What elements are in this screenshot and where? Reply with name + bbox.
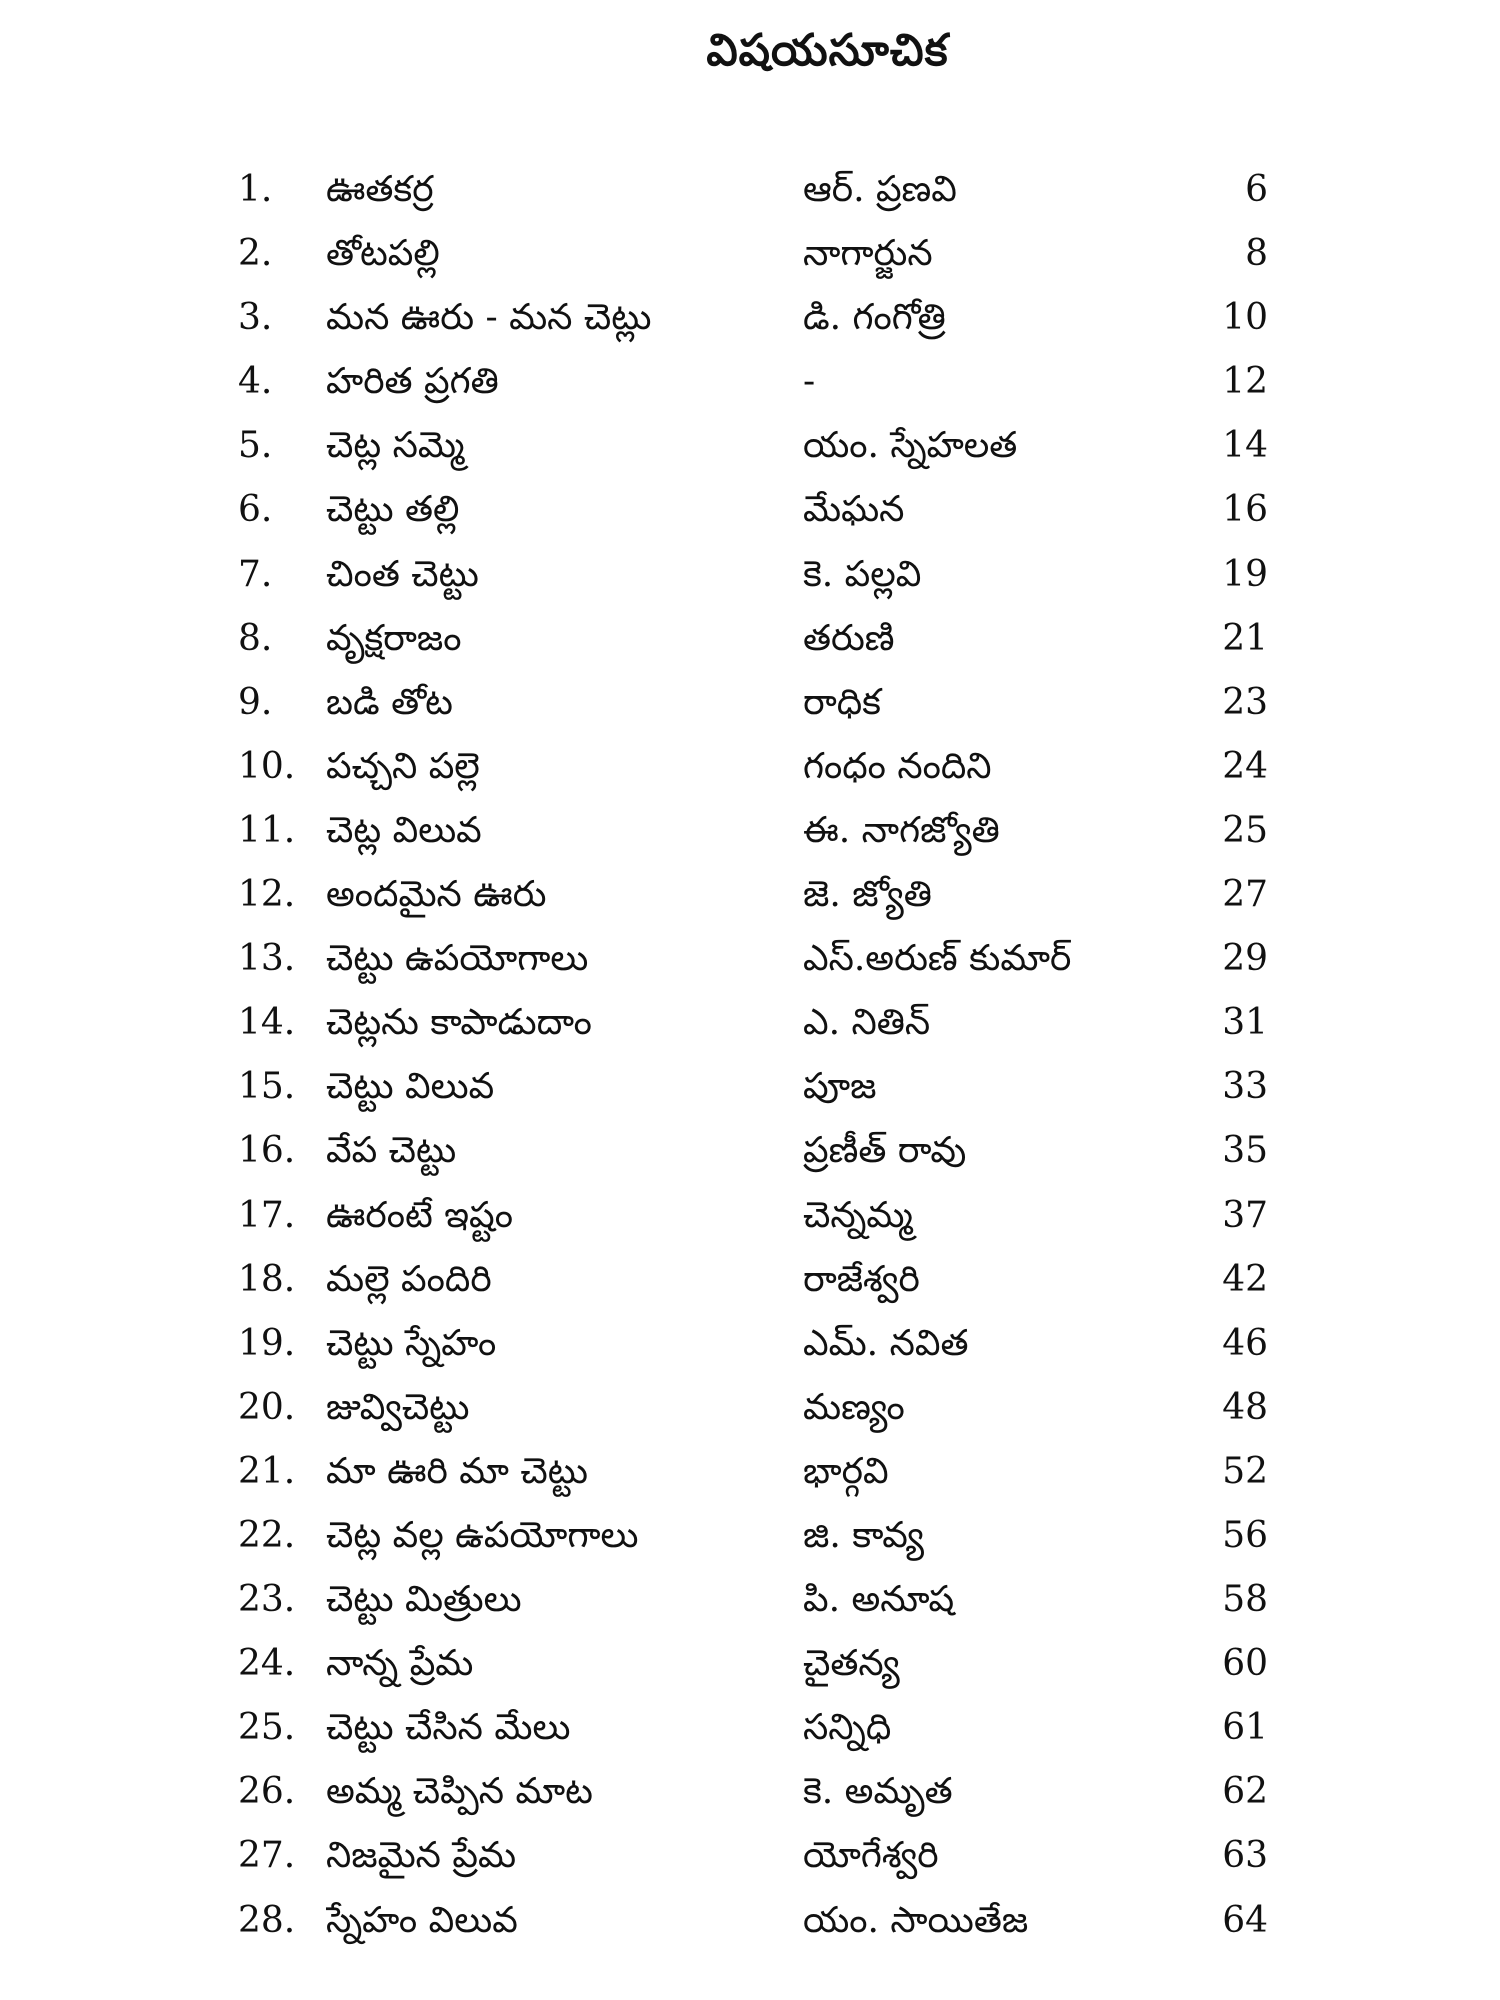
entry-number: 10. [238,745,296,787]
entry-title: బడి తోట [326,681,453,723]
contents-entry [238,414,1298,478]
contents-entry [238,1376,1298,1440]
contents-entry [238,1184,1298,1248]
contents-entry [238,478,1298,542]
entry-number: 4. [238,361,273,403]
contents-entry [238,927,1298,991]
entry-page-number: 29 [1222,938,1268,980]
entry-author: యం. స్నేహలత [803,425,1018,467]
entry-number: 21. [238,1450,296,1492]
contents-entry [238,1568,1298,1632]
entry-number: 28. [238,1899,296,1941]
contents-entry [238,1119,1298,1183]
entry-number: 6. [238,489,273,531]
entry-page-number: 21 [1222,617,1268,659]
contents-entry [238,991,1298,1055]
entry-title: చెట్టు విలువ [326,1066,495,1108]
entry-number: 24. [238,1643,296,1685]
entry-number: 18. [238,1258,296,1300]
entry-number: 17. [238,1194,296,1236]
entry-author: పూజ [803,1066,877,1108]
entry-page-number: 16 [1222,489,1268,531]
entry-title: నాన్న ప్రేమ [326,1643,474,1685]
entry-page-number: 27 [1222,874,1268,916]
entry-title: పచ్చని పల్లె [326,745,480,787]
entry-title: స్నేహం విలువ [326,1899,518,1941]
entry-title: ఊతకర్ర [326,169,434,210]
contents-entry [238,222,1298,286]
entry-page-number: 6 [1245,169,1268,210]
entry-title: మన ఊరు - మన చెట్లు [326,297,652,339]
entry-author: జె. జ్యోతి [803,874,932,916]
entry-number: 26. [238,1771,296,1813]
entry-number: 23. [238,1579,296,1621]
entry-author: మేఘన [803,489,905,531]
contents-entry [238,158,1298,222]
entry-title: వేప చెట్టు [326,1130,457,1172]
entry-number: 27. [238,1835,296,1877]
entry-author: రాజేశ్వరి [803,1258,920,1300]
entry-title: చెట్టు ఉపయోగాలు [326,938,589,980]
contents-entry [238,735,1298,799]
entry-title: తోటపల్లి [326,233,440,275]
contents-entry [238,1504,1298,1568]
entry-page-number: 60 [1222,1643,1268,1685]
entry-page-number: 58 [1222,1579,1268,1621]
entry-page-number: 61 [1222,1707,1268,1749]
entry-number: 19. [238,1322,296,1364]
entry-author: భార్గవి [803,1450,889,1492]
entry-page-number: 8 [1245,233,1268,275]
contents-entry [238,1440,1298,1504]
entry-number: 22. [238,1514,296,1556]
entry-number: 3. [238,297,273,339]
contents-entry [238,1760,1298,1824]
entry-title: మా ఊరి మా చెట్టు [326,1450,588,1492]
entry-author: ఎమ్. నవిత [803,1322,969,1364]
contents-entry [238,863,1298,927]
entry-title: అమ్మ చెప్పిన మాట [326,1771,593,1813]
entry-number: 5. [238,425,273,467]
entry-author: గంధం నందిని [803,745,992,787]
entry-author: మణ్యం [803,1386,905,1428]
contents-entry [238,1824,1298,1888]
entry-page-number: 62 [1222,1771,1268,1813]
entry-title: చెట్ల విలువ [326,809,482,851]
entry-page-number: 52 [1222,1450,1268,1492]
contents-entry [238,350,1298,414]
entry-page-number: 56 [1222,1514,1268,1556]
contents-entry [238,607,1298,671]
entry-page-number: 23 [1222,681,1268,723]
entry-title: అందమైన ఊరు [326,874,547,916]
entry-author: యం. సాయితేజ [803,1899,1029,1941]
entry-author: ఆర్. ప్రణవి [803,169,957,210]
entry-page-number: 64 [1222,1899,1268,1941]
page-title: విషయసూచిక [706,25,949,76]
entry-title: చింత చెట్టు [326,553,479,595]
entry-page-number: 42 [1222,1258,1268,1300]
entry-number: 13. [238,938,296,980]
entry-author: డి. గంగోత్రి [803,297,946,339]
entry-author: జి. కావ్య [803,1514,924,1556]
entry-title: చెట్లను కాపాడుదాం [326,1002,592,1044]
entry-author: నాగార్జున [803,233,933,275]
contents-entry [238,1055,1298,1119]
entry-title: ఊరంటే ఇష్టం [326,1194,513,1236]
entry-author: చైతన్య [803,1643,900,1685]
contents-entry [238,799,1298,863]
entry-author: ఈ. నాగజ్యోతి [803,809,1000,851]
entry-page-number: 48 [1222,1386,1268,1428]
contents-entry [238,1696,1298,1760]
entry-author: ప్రణీత్ రావు [803,1130,967,1172]
entry-author: కె. అమృత [803,1771,953,1813]
entry-page-number: 46 [1222,1322,1268,1364]
entry-page-number: 14 [1222,425,1268,467]
entry-author: యోగేశ్వరి [803,1835,939,1877]
entry-title: చెట్ల సమ్మె [326,425,465,467]
entry-page-number: 19 [1222,553,1268,595]
entry-page-number: 37 [1222,1194,1268,1236]
entry-author: సన్నిధి [803,1707,892,1749]
entry-title: జువ్విచెట్టు [326,1386,470,1428]
entry-author: తరుణి [803,617,895,659]
entry-number: 15. [238,1066,296,1108]
entry-page-number: 35 [1222,1130,1268,1172]
entry-number: 16. [238,1130,296,1172]
entry-author: ఎ. నితిన్ [803,1002,931,1044]
entry-author: రాధిక [803,681,881,723]
contents-entry [238,1312,1298,1376]
entry-number: 7. [238,553,273,595]
entry-title: మల్లె పందిరి [326,1258,492,1300]
contents-entry [238,1889,1298,1953]
entry-number: 25. [238,1707,296,1749]
entry-number: 9. [238,681,273,723]
contents-entry [238,286,1298,350]
contents-entry [238,1632,1298,1696]
entry-title: చెట్టు చేసిన మేలు [326,1707,571,1749]
entry-page-number: 24 [1222,745,1268,787]
entry-title: చెట్టు మిత్రులు [326,1579,522,1621]
entry-title: చెట్టు స్నేహం [326,1322,497,1364]
entry-page-number: 12 [1222,361,1268,403]
entry-title: నిజమైన ప్రేమ [326,1835,517,1877]
entry-number: 12. [238,874,296,916]
entry-page-number: 33 [1222,1066,1268,1108]
entry-title: చెట్ల వల్ల ఉపయోగాలు [326,1514,639,1556]
entry-title: వృక్షరాజం [326,617,462,659]
entry-title: చెట్టు తల్లి [326,489,460,531]
entry-page-number: 31 [1222,1002,1268,1044]
entry-number: 2. [238,233,273,275]
entry-number: 14. [238,1002,296,1044]
entry-author: ఎస్.అరుణ్ కుమార్ [803,938,1072,980]
contents-entry [238,1248,1298,1312]
contents-entry [238,543,1298,607]
contents-list [238,158,1298,1953]
entry-number: 11. [238,809,296,851]
entry-number: 1. [238,169,273,210]
entry-page-number: 63 [1222,1835,1268,1877]
entry-author: - [803,361,816,403]
entry-number: 20. [238,1386,296,1428]
entry-author: పి. అనూష [803,1579,955,1621]
entry-author: చెన్నమ్మ [803,1194,913,1236]
entry-author: కె. పల్లవి [803,553,922,595]
entry-title: హరిత ప్రగతి [326,361,499,403]
entry-page-number: 25 [1222,809,1268,851]
entry-page-number: 10 [1222,297,1268,339]
contents-entry [238,671,1298,735]
entry-number: 8. [238,617,273,659]
